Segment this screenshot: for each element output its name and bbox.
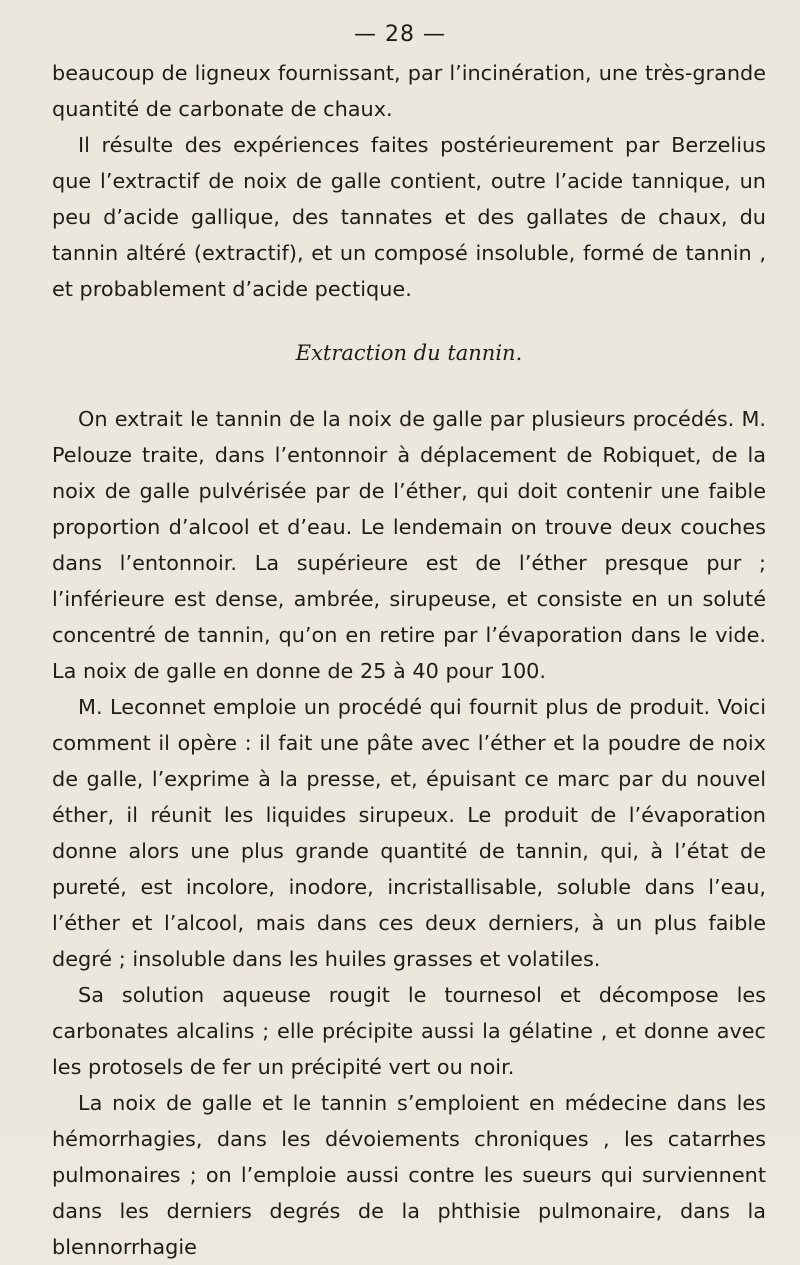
section-heading: Extraction du tannin. — [295, 341, 523, 365]
page-number: — 28 — — [354, 22, 446, 47]
body-text — [52, 55, 766, 1265]
paragraph-continuation: beaucoup de ligneux fournissant, par l’incinération, une très-grande quantité de carbonate de chaux. — [52, 61, 766, 121]
paragraph-extraction: On extrait le tannin de la noix de galle par plusieurs procédés. M. Pelouze traite, dans l’entonnoir à déplacement de Robiquet, de la noix de galle pulvérisée par de l’éther, qui doit contenir une faible proportion d’alcool et d’eau. Le lendemain on trouve deux couches dans l’entonnoir. La supérieure est de l’éther presque pur ; l’inférieure est dense, ambrée, sirupeuse, et consiste en un soluté concentré de tannin, qu’on en retire par l’évaporation dans le vide. La noix de galle en donne de 25 à 40 pour 100. — [52, 407, 766, 683]
paragraph-medicine: La noix de galle et le tannin s’emploient en médecine dans les hémorrhagies, dans les dévoiements chroniques , les catarrhes pulmonaires ; on l’emploie aussi contre les sueurs qui surviennent dans les derniers degrés de la phthisie pulmonaire, dans la blennorrhagie — [52, 1091, 766, 1259]
paragraph-solution: Sa solution aqueuse rougit le tournesol et décompose les carbonates alcalins ; elle précipite aussi la gélatine , et donne avec les protosels de fer un précipité vert ou noir. — [52, 983, 766, 1079]
paragraph-berzelius: Il résulte des expériences faites postérieurement par Berzelius que l’extractif de noix de galle contient, outre l’acide tannique, un peu d’acide gallique, des tannates et des gallates de chaux, du tannin altéré (extractif), et un composé insoluble, formé de tannin , et probablement d’acide pectique. — [52, 133, 766, 301]
paragraph-leconnet: M. Leconnet emploie un procédé qui fournit plus de produit. Voici comment il opère : il fait une pâte avec l’éther et la poudre de noix de galle, l’exprime à la presse, et, épuisant ce marc par du nouvel éther, il réunit les liquides sirupeux. Le produit de l’évaporation donne alors une plus grande quantité de tannin, qui, à l’état de pureté, est incolore, inodore, incristallisable, soluble dans l’eau, l’éther et l’alcool, mais dans ces deux derniers, à un plus faible degré ; insoluble dans les huiles grasses et volatiles. — [52, 695, 766, 971]
